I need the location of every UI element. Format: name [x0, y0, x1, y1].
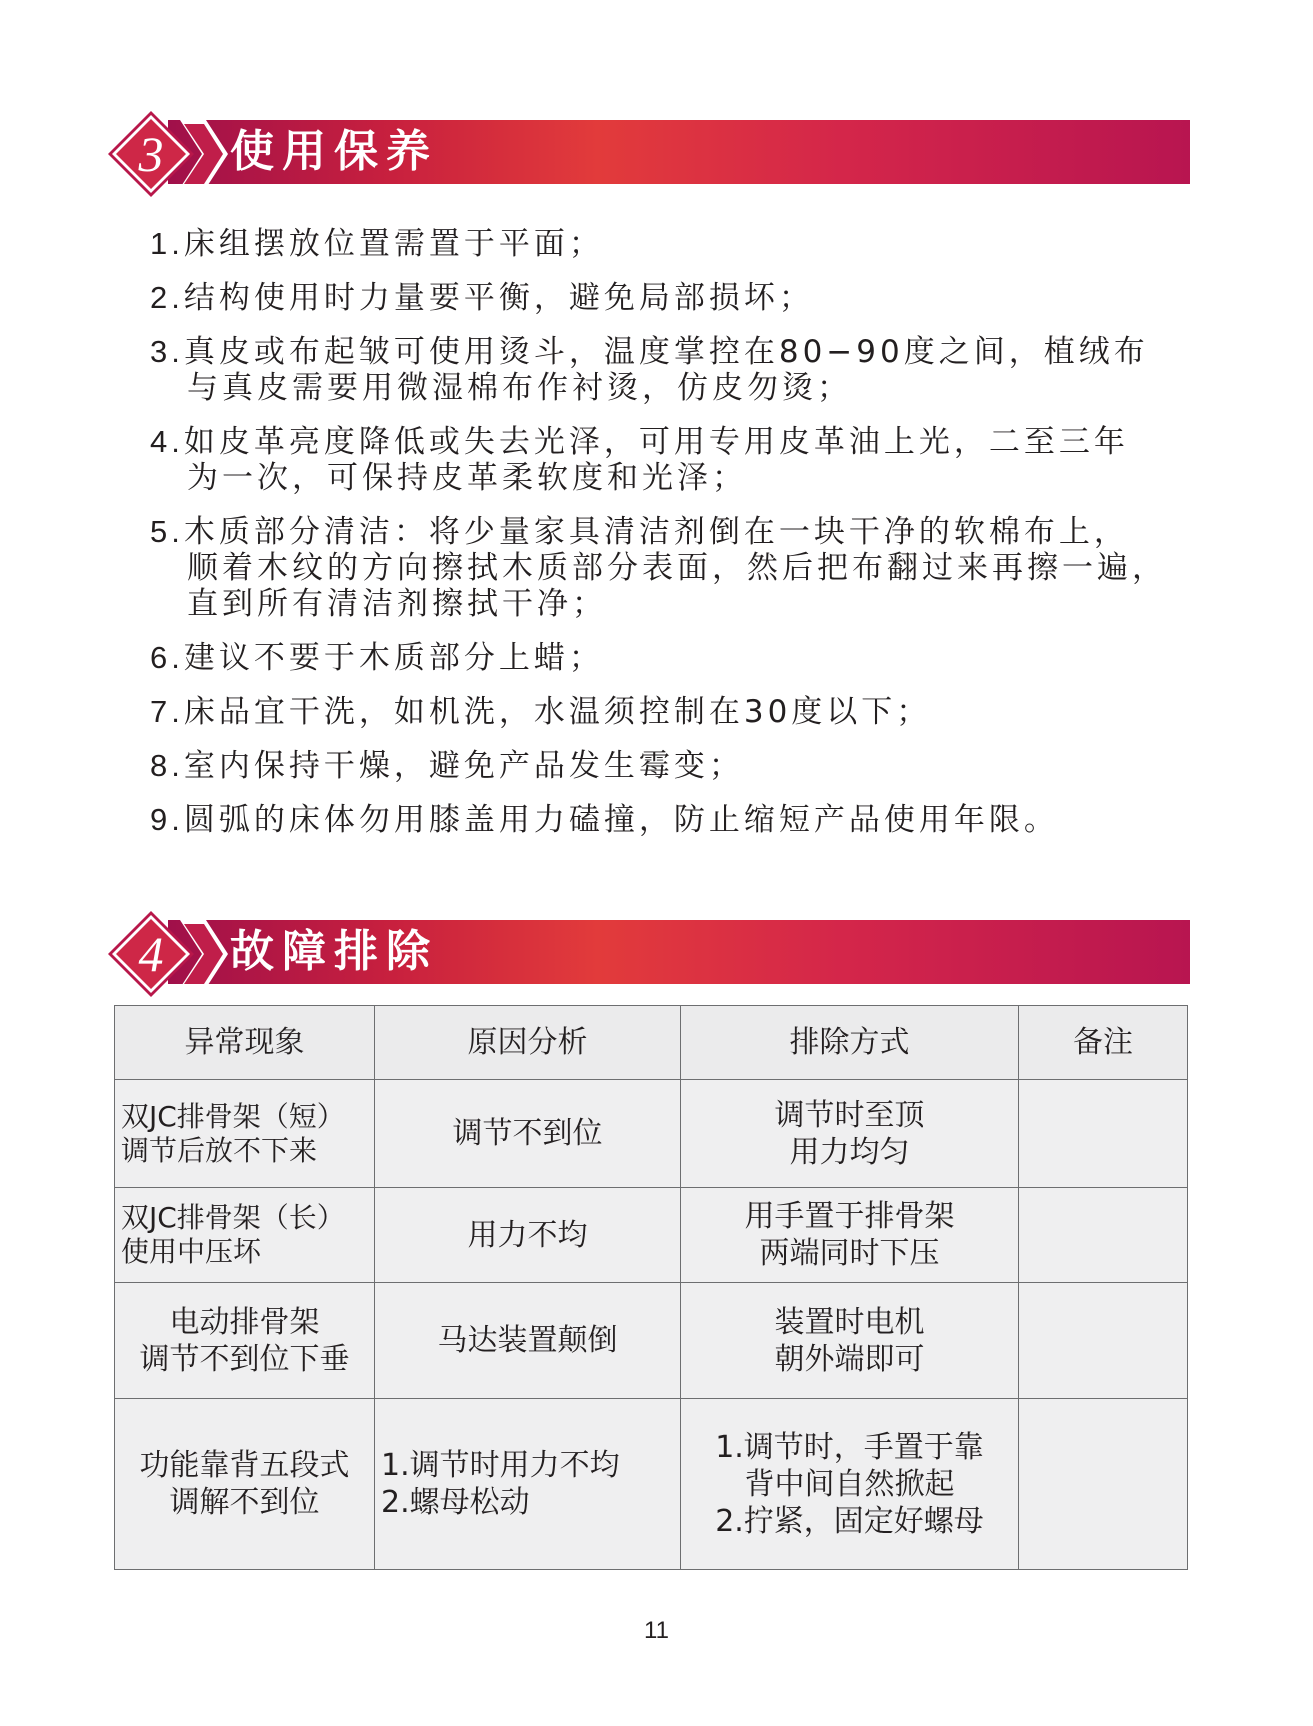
- note-cell: [1019, 1283, 1188, 1399]
- column-header: 备注: [1019, 1006, 1188, 1080]
- symptom-cell: 功能靠背五段式 调解不到位: [115, 1399, 375, 1570]
- item-text: 圆弧的床体勿用膝盖用力磕撞，防止缩短产品使用年限。: [183, 802, 1059, 838]
- solution-cell: 调节时至顶 用力均匀: [681, 1080, 1019, 1188]
- solution-cell: 1.调节时，手置于靠 背中间自然掀起 2.拧紧，固定好螺母: [681, 1399, 1019, 1570]
- maintenance-list: [150, 226, 1200, 856]
- section-title: 使用保养: [230, 126, 438, 177]
- item-text: 室内保持干燥，避免产品发生霉变；: [183, 748, 744, 784]
- item-text: 结构使用时力量要平衡，避免局部损坏；: [183, 280, 814, 316]
- note-cell: [1019, 1399, 1188, 1570]
- symptom-cell: 双JC排骨架（短） 调节后放不下来: [115, 1080, 375, 1188]
- item-text: 床品宜干洗，如机洗，水温须控制在30度以下；: [183, 694, 932, 730]
- section-title: 故障排除: [230, 926, 438, 977]
- item-number: 9.: [150, 802, 184, 837]
- item-text: 真皮或布起皱可使用烫斗，温度掌控在80−90度之间，植绒布 与真皮需要用微湿棉布作衬烫，仿皮勿烫；: [183, 334, 1149, 406]
- item-number: 8.: [150, 748, 184, 783]
- section-header-troubleshooting: [108, 909, 1190, 999]
- item-number: 1.: [150, 226, 184, 261]
- item-number: 2.: [150, 280, 184, 315]
- table-row: [115, 1399, 1188, 1570]
- list-item: [150, 514, 1200, 622]
- column-header: 异常现象: [115, 1006, 375, 1080]
- list-item: [150, 334, 1200, 406]
- list-item: [150, 640, 1200, 676]
- list-item: [150, 748, 1200, 784]
- list-item: [150, 226, 1200, 262]
- cause-cell: 马达装置颠倒: [375, 1283, 681, 1399]
- table-row: [115, 1080, 1188, 1188]
- list-item: [150, 280, 1200, 316]
- section-number: 3: [138, 126, 164, 182]
- item-text: 木质部分清洁：将少量家具清洁剂倒在一块干净的软棉布上， 顺着木纹的方向擦拭木质部分表面，然后把布翻过来再擦一遍， 直到所有清洁剂擦拭干净；: [183, 514, 1167, 622]
- symptom-cell: 双JC排骨架（长） 使用中压坏: [115, 1188, 375, 1283]
- cause-cell: 用力不均: [375, 1188, 681, 1283]
- solution-cell: 装置时电机 朝外端即可: [681, 1283, 1019, 1399]
- column-header: 排除方式: [681, 1006, 1019, 1080]
- section-header-maintenance: [108, 109, 1190, 199]
- section-number-badge: [108, 909, 228, 999]
- troubleshooting-table: [114, 1005, 1188, 1570]
- item-number: 7.: [150, 694, 184, 729]
- item-text: 建议不要于木质部分上蜡；: [183, 640, 604, 676]
- list-item: [150, 694, 1200, 730]
- solution-cell: 用手置于排骨架 两端同时下压: [681, 1188, 1019, 1283]
- note-cell: [1019, 1080, 1188, 1188]
- list-item: [150, 424, 1200, 496]
- item-number: 6.: [150, 640, 184, 675]
- table-header-row: [115, 1006, 1188, 1080]
- item-number: 3.: [150, 334, 184, 369]
- cause-cell: 调节不到位: [375, 1080, 681, 1188]
- page-number: 11: [644, 1617, 669, 1644]
- section-number: 4: [138, 926, 164, 982]
- item-text: 如皮革亮度降低或失去光泽，可用专用皮革油上光，二至三年 为一次，可保持皮革柔软度和光泽；: [183, 424, 1129, 496]
- table-row: [115, 1283, 1188, 1399]
- note-cell: [1019, 1188, 1188, 1283]
- section-number-badge: [108, 109, 228, 199]
- table-row: [115, 1188, 1188, 1283]
- item-text: 床组摆放位置需置于平面；: [183, 226, 604, 262]
- item-number: 4.: [150, 424, 184, 459]
- cause-cell: 1.调节时用力不均 2.螺母松动: [375, 1399, 681, 1570]
- symptom-cell: 电动排骨架 调节不到位下垂: [115, 1283, 375, 1399]
- list-item: [150, 802, 1200, 838]
- column-header: 原因分析: [375, 1006, 681, 1080]
- item-number: 5.: [150, 514, 184, 549]
